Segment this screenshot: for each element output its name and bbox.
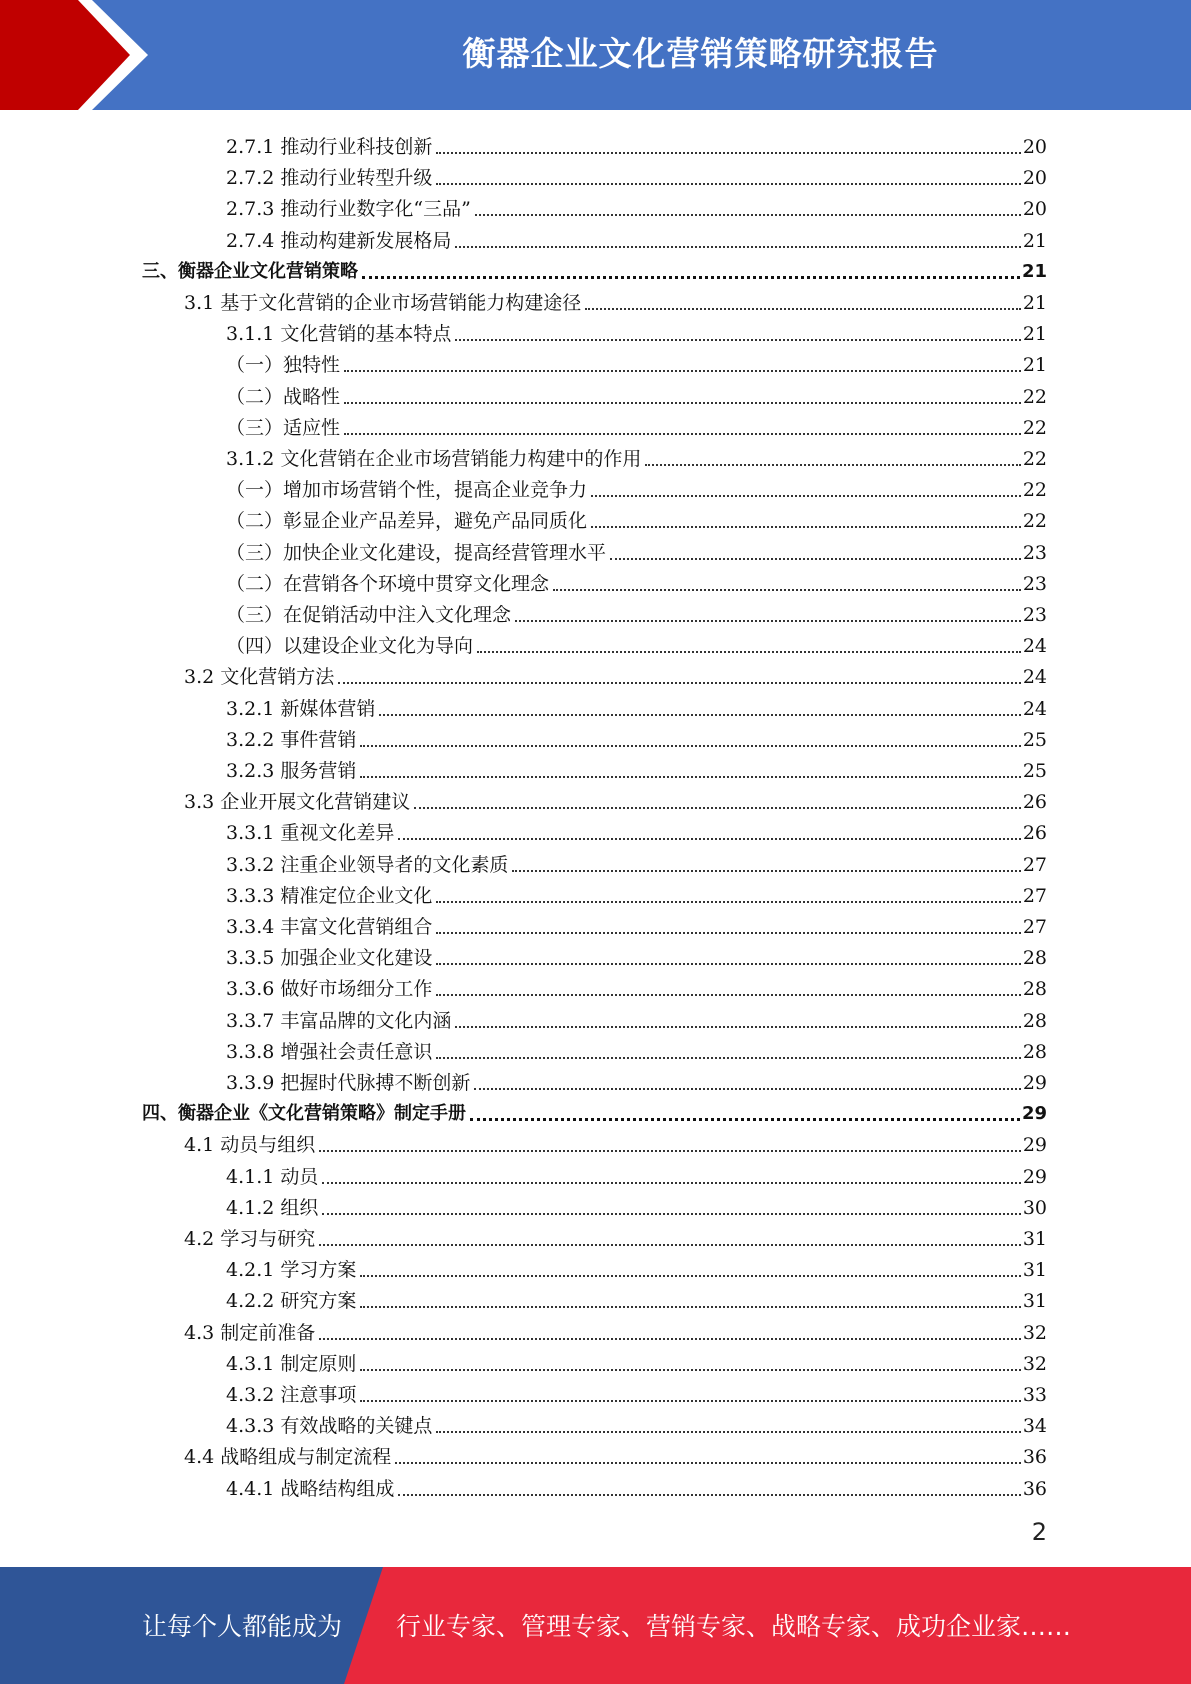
toc-entry[interactable] — [226, 690, 1047, 721]
toc-dot-leader — [344, 433, 1021, 435]
toc-entry[interactable] — [226, 440, 1047, 471]
toc-dot-leader — [398, 838, 1020, 840]
toc-entry-title: 3.1.1 文化营销的基本特点 — [226, 323, 452, 346]
toc-dot-leader — [436, 152, 1020, 154]
footer-slogan-left: 让每个人都能成为 — [142, 1612, 343, 1641]
toc-dot-leader — [360, 1306, 1020, 1308]
toc-entry-title: 2.7.3 推动行业数字化“三品” — [226, 198, 471, 221]
toc-dot-leader — [398, 1494, 1020, 1496]
toc-entry-page: 21 — [1022, 292, 1047, 314]
toc-entry-title: 3.3.1 重视文化差异 — [226, 822, 395, 845]
toc-dot-leader — [338, 682, 1021, 684]
toc-entry[interactable] — [226, 534, 1047, 565]
toc-entry[interactable] — [226, 190, 1047, 221]
toc-entry-title: （四）以建设企业文化为导向 — [226, 635, 474, 658]
toc-chapter-entry[interactable] — [142, 1095, 1047, 1126]
toc-dot-leader — [436, 1057, 1020, 1059]
toc-entry-page: 33 — [1022, 1384, 1047, 1406]
toc-dot-leader — [436, 183, 1020, 185]
toc-entry-title: 3.2 文化营销方法 — [184, 666, 335, 689]
toc-entry-page: 24 — [1022, 666, 1047, 689]
toc-entry-page: 27 — [1022, 916, 1047, 938]
toc-entry-page: 22 — [1022, 479, 1047, 502]
toc-entry-title: 2.7.4 推动构建新发展格局 — [226, 229, 452, 252]
toc-dot-leader — [474, 1088, 1020, 1090]
toc-entry[interactable] — [226, 1282, 1047, 1313]
toc-dot-leader — [591, 526, 1021, 528]
toc-entry-title: （一）独特性 — [226, 354, 341, 377]
toc-entry-page: 23 — [1022, 604, 1047, 626]
toc-entry[interactable] — [226, 1407, 1047, 1438]
toc-entry-title: 4.3.2 注意事项 — [226, 1384, 357, 1406]
toc-entry-title: 4.2.2 研究方案 — [226, 1290, 357, 1313]
toc-entry-title: （二）战略性 — [226, 385, 341, 408]
toc-entry-title: 3.3 企业开展文化营销建议 — [184, 791, 411, 814]
toc-entry[interactable] — [226, 596, 1047, 627]
toc-chapter-entry[interactable] — [142, 253, 1047, 284]
toc-entry-page: 28 — [1022, 1009, 1047, 1032]
toc-entry[interactable] — [226, 1002, 1047, 1033]
toc-entry-page: 29 — [1022, 1134, 1047, 1157]
toc-entry-page: 26 — [1022, 822, 1047, 845]
toc-dot-leader — [322, 1213, 1020, 1215]
toc-entry-page: 34 — [1022, 1415, 1047, 1438]
toc-dot-leader — [645, 464, 1020, 466]
toc-entry-title: （二）在营销各个环境中贯穿文化理念 — [226, 572, 550, 595]
toc-dot-leader — [436, 1431, 1020, 1433]
toc-dot-leader — [319, 1150, 1021, 1152]
toc-entry-title: 三、衡器企业文化营销策略 — [142, 260, 358, 282]
toc-entry-page: 22 — [1022, 416, 1047, 439]
toc-dot-leader — [585, 308, 1021, 310]
toc-dot-leader — [360, 1275, 1020, 1277]
toc-entry-title: 3.3.5 加强企业文化建设 — [226, 947, 433, 970]
toc-entry-page: 31 — [1022, 1290, 1047, 1313]
toc-entry[interactable] — [226, 939, 1047, 970]
toc-entry-title: （三）加快企业文化建设，提高经营管理水平 — [226, 541, 607, 564]
toc-dot-leader — [414, 807, 1021, 809]
toc-entry-page: 23 — [1022, 541, 1047, 564]
page-header — [0, 0, 1191, 110]
toc-entry-page: 36 — [1022, 1446, 1047, 1469]
toc-dot-leader — [436, 994, 1020, 996]
toc-dot-leader — [322, 1182, 1020, 1184]
toc-entry[interactable] — [226, 1064, 1047, 1095]
toc-entry-page: 24 — [1022, 697, 1047, 720]
toc-dot-leader — [470, 1118, 1020, 1121]
toc-entry-page: 21 — [1022, 354, 1047, 377]
toc-entry[interactable] — [226, 471, 1047, 502]
toc-entry-title: 4.1 动员与组织 — [184, 1134, 316, 1157]
toc-entry[interactable] — [226, 378, 1047, 409]
toc-entry[interactable] — [184, 658, 1047, 689]
toc-entry-title: 3.1 基于文化营销的企业市场营销能力构建途径 — [184, 292, 582, 314]
toc-entry[interactable] — [184, 1438, 1047, 1469]
toc-entry[interactable] — [226, 128, 1047, 159]
toc-entry-title: 2.7.2 推动行业转型升级 — [226, 167, 433, 190]
toc-entry[interactable] — [226, 565, 1047, 596]
toc-entry[interactable] — [184, 1126, 1047, 1157]
toc-entry[interactable] — [226, 222, 1047, 253]
toc-dot-leader — [360, 776, 1020, 778]
toc-entry-title: （一）增加市场营销个性，提高企业竞争力 — [226, 479, 588, 502]
toc-entry-title: 4.2.1 学习方案 — [226, 1259, 357, 1282]
toc-entry[interactable] — [226, 159, 1047, 190]
toc-entry-page: 21 — [1022, 229, 1047, 252]
toc-entry-title: 3.1.2 文化营销在企业市场营销能力构建中的作用 — [226, 448, 642, 470]
toc-entry-page: 31 — [1022, 1259, 1047, 1282]
toc-entry[interactable] — [226, 1189, 1047, 1220]
toc-entry-page: 28 — [1022, 978, 1047, 1001]
toc-entry-title: （三）适应性 — [226, 416, 341, 439]
toc-entry-page: 23 — [1022, 572, 1047, 595]
toc-dot-leader — [515, 620, 1021, 622]
toc-entry-title: 4.1.2 组织 — [226, 1196, 319, 1219]
toc-entry-page: 26 — [1022, 791, 1047, 814]
toc-entry[interactable] — [226, 409, 1047, 440]
toc-dot-leader — [395, 1462, 1021, 1464]
toc-entry-title: 3.2.2 事件营销 — [226, 728, 357, 751]
toc-entry[interactable] — [226, 721, 1047, 752]
toc-entry[interactable] — [184, 1314, 1047, 1345]
page-footer — [0, 1567, 1191, 1684]
toc-entry[interactable] — [226, 846, 1047, 877]
toc-entry-page: 22 — [1022, 510, 1047, 533]
page-number: 2 — [1031, 1518, 1047, 1546]
toc-entry-page: 28 — [1022, 947, 1047, 970]
toc-entry-page: 22 — [1022, 448, 1047, 470]
toc-entry-page: 29 — [1021, 1103, 1047, 1125]
toc-entry-page: 36 — [1022, 1477, 1047, 1500]
toc-entry-title: 4.4 战略组成与制定流程 — [184, 1446, 392, 1469]
toc-entry[interactable] — [226, 1376, 1047, 1407]
toc-entry-page: 28 — [1022, 1040, 1047, 1063]
toc-entry[interactable] — [226, 752, 1047, 783]
toc-entry-page: 20 — [1022, 136, 1047, 158]
toc-entry-title: 4.3 制定前准备 — [184, 1321, 316, 1344]
toc-entry-page: 30 — [1022, 1196, 1047, 1219]
toc-dot-leader — [455, 246, 1020, 248]
toc-entry[interactable] — [226, 877, 1047, 908]
toc-entry[interactable] — [226, 1470, 1047, 1501]
toc-dot-leader — [475, 214, 1021, 216]
toc-dot-leader — [319, 1244, 1021, 1246]
toc-dot-leader — [553, 589, 1021, 591]
toc-entry-page: 21 — [1021, 260, 1047, 282]
toc-dot-leader — [360, 1369, 1020, 1371]
toc-dot-leader — [455, 1026, 1020, 1028]
toc-entry-page: 32 — [1022, 1352, 1047, 1375]
toc-dot-leader — [344, 402, 1021, 404]
toc-entry[interactable] — [184, 783, 1047, 814]
toc-entry-title: （二）彰显企业产品差异，避免产品同质化 — [226, 510, 588, 533]
toc-entry-page: 24 — [1022, 635, 1047, 658]
toc-entry[interactable] — [226, 908, 1047, 939]
toc-dot-leader — [360, 1400, 1020, 1402]
toc-dot-leader — [610, 558, 1021, 560]
toc-entry-page: 32 — [1022, 1321, 1047, 1344]
toc-dot-leader — [477, 651, 1021, 653]
toc-dot-leader — [591, 495, 1021, 497]
toc-entry-page: 20 — [1022, 167, 1047, 190]
toc-dot-leader — [512, 870, 1020, 872]
toc-entry[interactable] — [184, 284, 1047, 315]
toc-entry-title: 2.7.1 推动行业科技创新 — [226, 136, 433, 158]
toc-entry-page: 25 — [1022, 728, 1047, 751]
toc-entry[interactable] — [184, 1220, 1047, 1251]
toc-dot-leader — [362, 276, 1020, 279]
toc-dot-leader — [344, 370, 1021, 372]
toc-entry-page: 25 — [1022, 760, 1047, 782]
toc-entry[interactable] — [226, 502, 1047, 533]
toc-entry[interactable] — [226, 1345, 1047, 1376]
toc-entry[interactable] — [226, 970, 1047, 1001]
toc-dot-leader — [436, 901, 1020, 903]
toc-dot-leader — [455, 339, 1020, 341]
toc-entry-title: 3.3.6 做好市场细分工作 — [226, 978, 433, 1001]
toc-entry-title: 四、衡器企业《文化营销策略》制定手册 — [142, 1103, 466, 1125]
toc-entry-title: 4.2 学习与研究 — [184, 1228, 316, 1250]
toc-entry-page: 21 — [1022, 323, 1047, 346]
toc-dot-leader — [379, 714, 1020, 716]
toc-entry[interactable] — [226, 814, 1047, 845]
toc-entry-title: 4.3.1 制定原则 — [226, 1352, 357, 1375]
header-title: 衡器企业文化营销策略研究报告 — [462, 34, 939, 73]
toc-entry-title: 3.3.8 增强社会责任意识 — [226, 1040, 433, 1063]
toc-entry-title: 4.3.3 有效战略的关键点 — [226, 1415, 433, 1438]
toc-entry-page: 29 — [1022, 1165, 1047, 1188]
toc-dot-leader — [436, 932, 1020, 934]
toc-entry-title: 3.3.2 注重企业领导者的文化素质 — [226, 853, 509, 876]
footer-slogan-right: 行业专家、管理专家、营销专家、战略专家、成功企业家…… — [396, 1612, 1072, 1641]
toc-entry[interactable] — [226, 1251, 1047, 1282]
toc-entry-title: 3.3.7 丰富品牌的文化内涵 — [226, 1009, 452, 1032]
toc-entry-title: 3.2.3 服务营销 — [226, 760, 357, 782]
toc-entry[interactable] — [226, 1158, 1047, 1189]
toc-entry-title: （三）在促销活动中注入文化理念 — [226, 604, 512, 626]
toc-entry-page: 20 — [1022, 198, 1047, 221]
toc-entry-page: 27 — [1022, 853, 1047, 876]
toc-entry-page: 27 — [1022, 884, 1047, 907]
toc-entry-title: 3.3.4 丰富文化营销组合 — [226, 916, 433, 938]
toc-entry-page: 29 — [1022, 1072, 1047, 1094]
toc-entry-title: 4.1.1 动员 — [226, 1165, 319, 1188]
toc-entry-title: 3.3.3 精准定位企业文化 — [226, 884, 433, 907]
toc-entry[interactable] — [226, 315, 1047, 346]
toc-entry-title: 3.3.9 把握时代脉搏不断创新 — [226, 1072, 471, 1094]
toc-entry-title: 3.2.1 新媒体营销 — [226, 697, 376, 720]
toc-entry[interactable] — [226, 627, 1047, 658]
toc-entry-page: 22 — [1022, 385, 1047, 408]
toc-entry-title: 4.4.1 战略结构组成 — [226, 1477, 395, 1500]
toc-dot-leader — [319, 1338, 1021, 1340]
toc-entry[interactable] — [226, 1033, 1047, 1064]
toc-entry-page: 31 — [1022, 1228, 1047, 1250]
toc-dot-leader — [436, 963, 1020, 965]
toc-entry[interactable] — [226, 346, 1047, 377]
toc-dot-leader — [360, 745, 1020, 747]
